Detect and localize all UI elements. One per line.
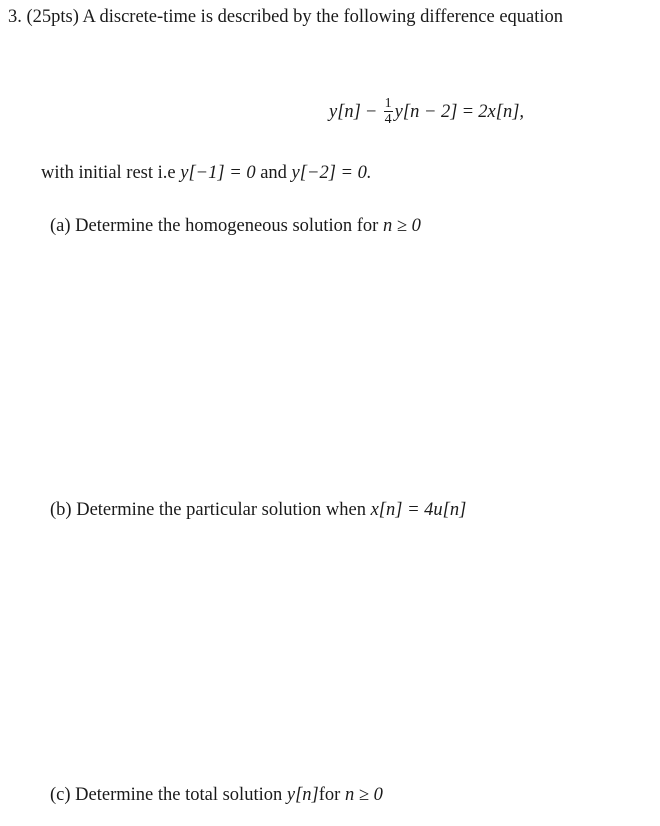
equation-minus: − — [366, 101, 377, 122]
equation-term-yn-minus-2: y[n − 2] — [394, 101, 458, 122]
part-b-label: (b) — [50, 500, 72, 520]
initial-and: and — [260, 163, 287, 183]
part-a-question — [50, 215, 421, 237]
difference-equation — [329, 96, 524, 142]
initial-condition-2: y[−2] = 0. — [291, 163, 372, 183]
part-c-text-for: for — [318, 785, 341, 805]
part-b-question — [50, 499, 466, 521]
fraction-numerator: 1 — [384, 96, 392, 111]
equation-rhs: 2x[n], — [478, 101, 525, 122]
part-a-label: (a) — [50, 216, 71, 236]
problem-heading — [8, 6, 563, 28]
equation-term-yn: y[n] — [329, 101, 361, 122]
problem-points: (25pts) — [26, 7, 79, 27]
part-c-text: Determine the total solution — [75, 785, 283, 805]
equation-equals: = — [462, 101, 474, 122]
problem-number: 3. — [8, 7, 22, 27]
part-b-math: x[n] = 4u[n] — [370, 500, 467, 520]
part-a-text: Determine the homogeneous solution for — [75, 216, 379, 236]
initial-conditions — [41, 162, 372, 184]
part-b-text: Determine the particular solution when — [76, 500, 366, 520]
part-c-label: (c) — [50, 785, 71, 805]
fraction-denominator: 4 — [384, 112, 392, 127]
part-a-math: n ≥ 0 — [382, 216, 421, 236]
equation-fraction — [384, 96, 393, 127]
part-c-math-yn: y[n] — [286, 785, 319, 805]
part-c-math-n: n ≥ 0 — [344, 785, 383, 805]
initial-prefix: with initial rest i.e — [41, 163, 176, 183]
part-c-question — [50, 784, 383, 806]
problem-statement: A discrete-time is described by the following difference equation — [82, 7, 564, 27]
initial-condition-1: y[−1] = 0 — [180, 163, 256, 183]
